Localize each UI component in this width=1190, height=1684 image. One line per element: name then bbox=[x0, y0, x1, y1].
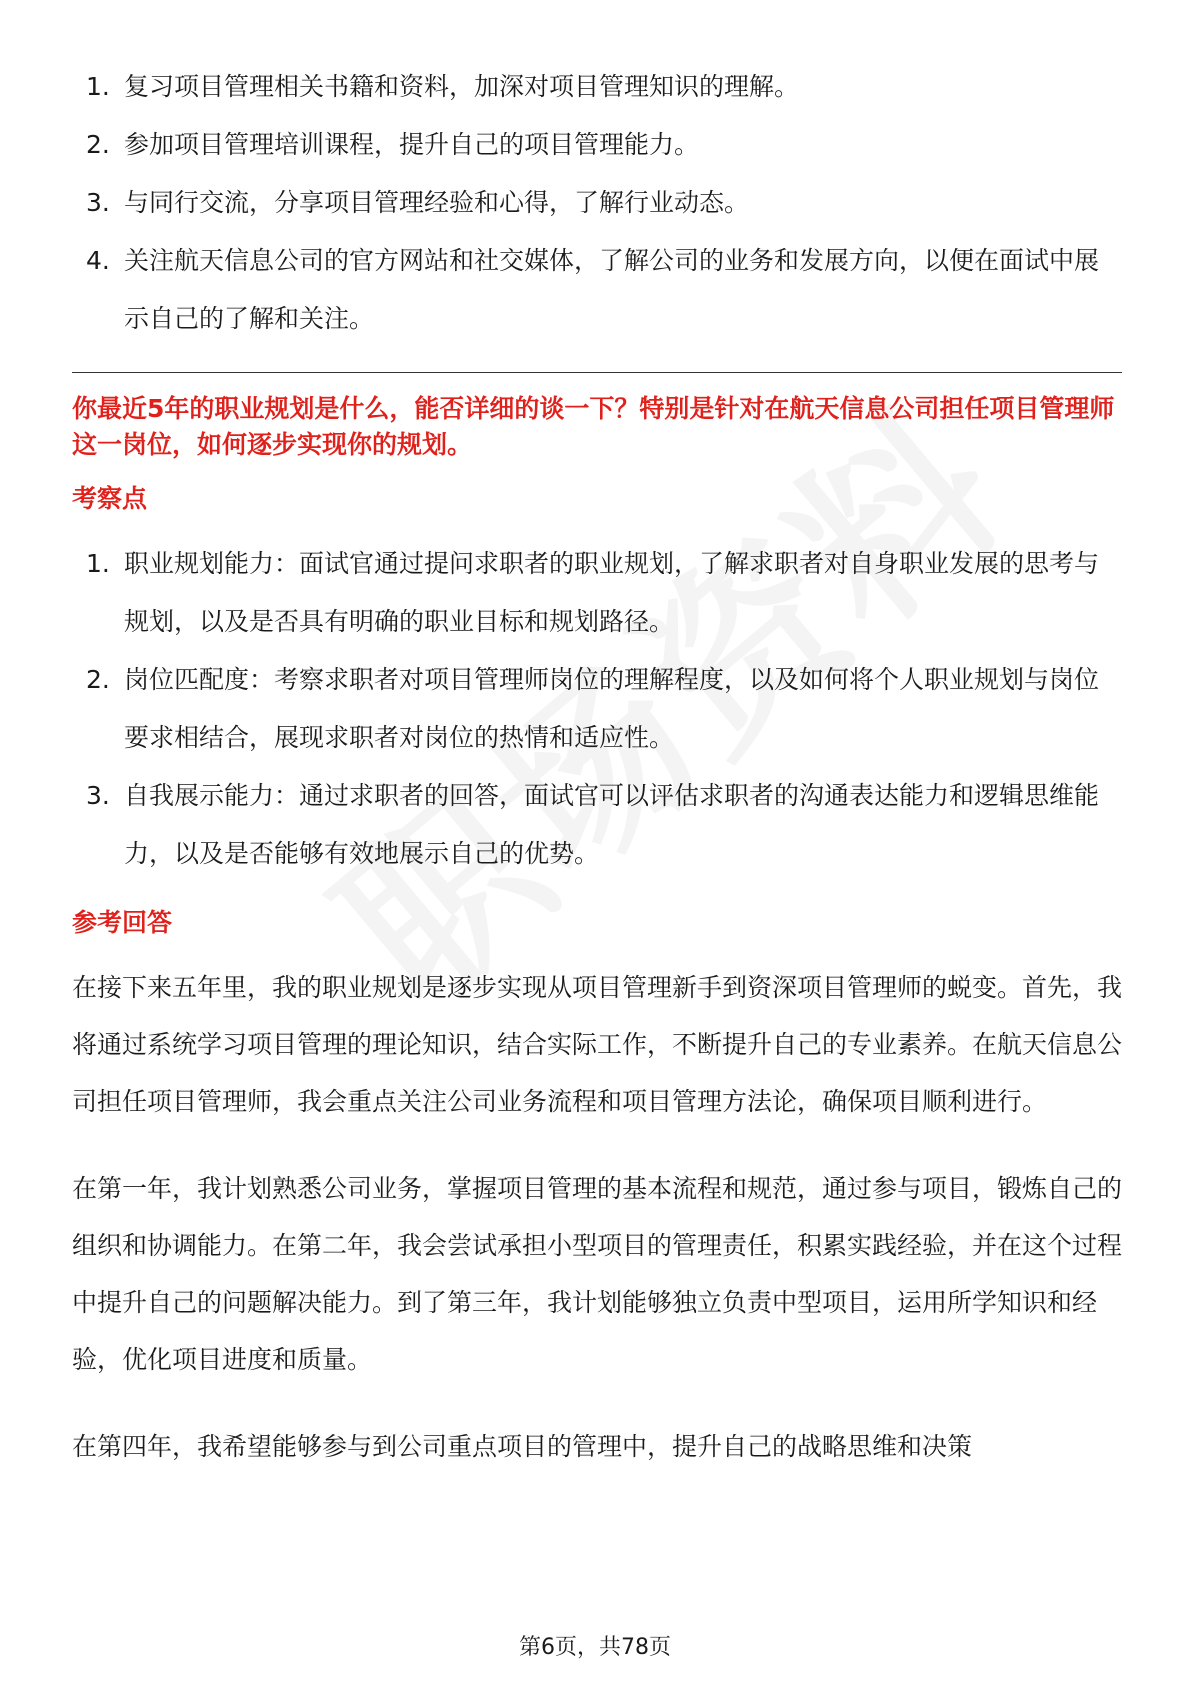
list-number: 1. bbox=[86, 72, 110, 101]
list-text: 参加项目管理培训课程，提升自己的项目管理能力。 bbox=[124, 130, 700, 159]
answer-paragraph: 在第一年，我计划熟悉公司业务，掌握项目管理的基本流程和规范，通过参与项目，锻炼自己的组织和协调能力。在第二年，我会尝试承担小型项目的管理责任，积累实践经验，并在这个过程中提升自己的问题解决能力。到了第三年，我计划能够独立负责中型项目，运用所学知识和经验，优化项目进度和质量。 bbox=[72, 1174, 1123, 1374]
section-divider bbox=[72, 372, 1122, 373]
list-item bbox=[72, 174, 1122, 232]
list-number: 3. bbox=[86, 188, 110, 217]
document-body bbox=[72, 58, 1122, 1505]
list-text: 关注航天信息公司的官方网站和社交媒体，了解公司的业务和发展方向，以便在面试中展示自己的了解和关注。 bbox=[124, 246, 1100, 333]
page-footer: 第6页，共78页 bbox=[519, 1635, 671, 1660]
list-text: 岗位匹配度：考察求职者对项目管理师岗位的理解程度，以及如何将个人职业规划与岗位要求相结合，展现求职者对岗位的热情和适应性。 bbox=[124, 665, 1100, 752]
list-item bbox=[72, 58, 1122, 116]
list-item bbox=[72, 116, 1122, 174]
list-text: 与同行交流，分享项目管理经验和心得，了解行业动态。 bbox=[124, 188, 750, 217]
list-text: 复习项目管理相关书籍和资料，加深对项目管理知识的理解。 bbox=[124, 72, 800, 101]
list-number: 3. bbox=[86, 781, 110, 810]
list-text: 自我展示能力：通过求职者的回答，面试官可以评估求职者的沟通表达能力和逻辑思维能力，以及是否能够有效地展示自己的优势。 bbox=[124, 781, 1100, 868]
list-item bbox=[72, 767, 1122, 883]
section-title-points: 考察点 bbox=[72, 484, 148, 513]
list-item bbox=[72, 651, 1122, 767]
list-number: 1. bbox=[86, 549, 110, 578]
list-item bbox=[72, 535, 1122, 651]
list-number: 2. bbox=[86, 665, 110, 694]
answer-paragraph: 在接下来五年里，我的职业规划是逐步实现从项目管理新手到资深项目管理师的蜕变。首先，我将通过系统学习项目管理的理论知识，结合实际工作，不断提升自己的专业素养。在航天信息公司担任项目管理师，我会重点关注公司业务流程和项目管理方法论，确保项目顺利进行。 bbox=[72, 973, 1123, 1116]
prep-list bbox=[72, 58, 1122, 348]
list-item bbox=[72, 232, 1122, 348]
list-number: 4. bbox=[86, 246, 110, 275]
interview-question: 你最近5年的职业规划是什么，能否详细的谈一下？特别是针对在航天信息公司担任项目管理师这一岗位，如何逐步实现你的规划。 bbox=[72, 394, 1115, 459]
list-text: 职业规划能力：面试官通过提问求职者的职业规划，了解求职者对自身职业发展的思考与规划，以及是否具有明确的职业目标和规划路径。 bbox=[124, 549, 1100, 636]
list-number: 2. bbox=[86, 130, 110, 159]
answer-paragraph: 在第四年，我希望能够参与到公司重点项目的管理中，提升自己的战略思维和决策 bbox=[72, 1432, 973, 1461]
points-list bbox=[72, 535, 1122, 883]
section-title-answer: 参考回答 bbox=[72, 908, 173, 937]
